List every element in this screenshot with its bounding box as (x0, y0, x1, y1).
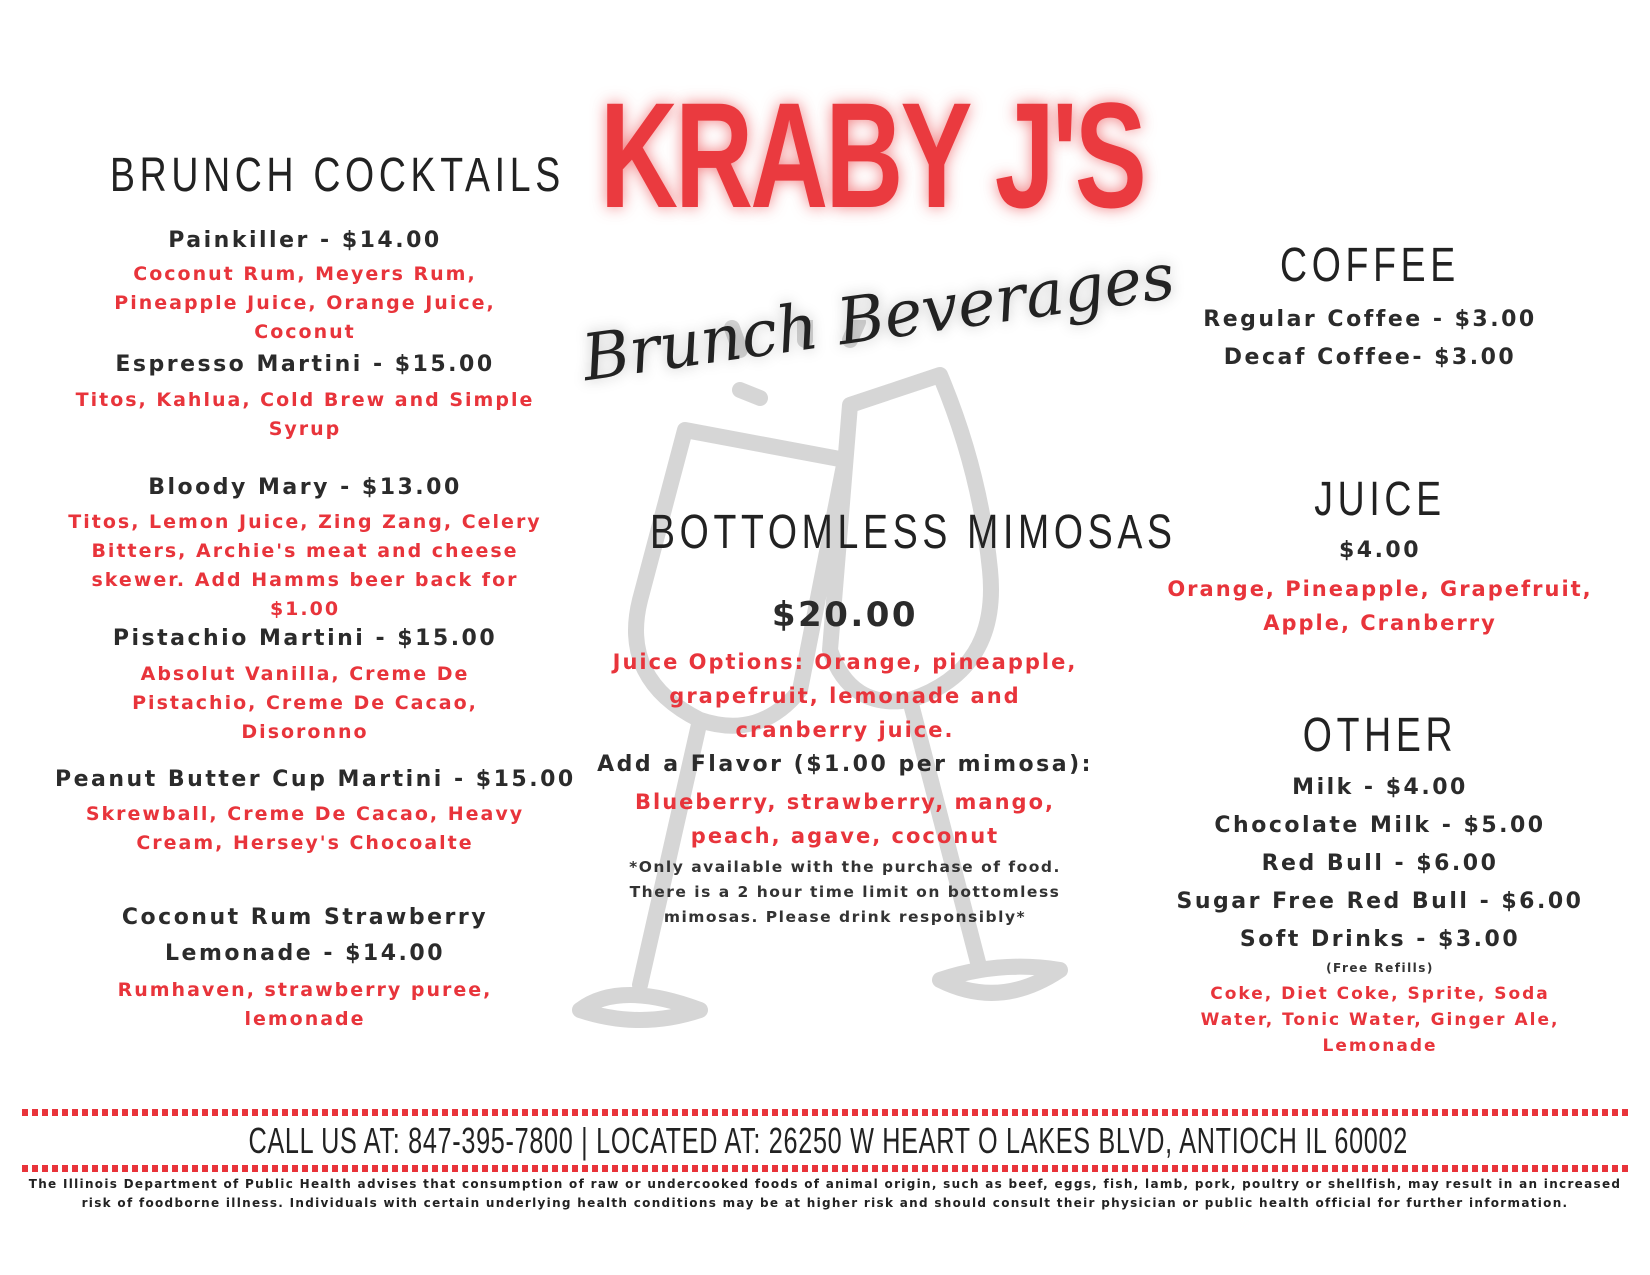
juice-options: Juice Options: Orange, pineapple, grapefruit, lemonade and cranberry juice. (612, 650, 1078, 742)
juice-heading: JUICE (1314, 473, 1446, 526)
contact-line-wrap (0, 1120, 1650, 1162)
footer-divider-bottom (22, 1165, 1628, 1172)
menu-item-name: Painkiller - $14.00 (168, 228, 442, 253)
menu-item-desc: Titos, Lemon Juice, Zing Zang, Celery Bitters, Archie's meat and cheese skewer. Add Hamms beer back for $1.00 (68, 511, 542, 620)
menu-item-desc: Titos, Kahlua, Cold Brew and Simple Syrup (75, 389, 535, 440)
other-item: Sugar Free Red Bull - $6.00 (1176, 889, 1584, 914)
flavor-label: Add a Flavor ($1.00 per mimosa): (597, 752, 1093, 777)
menu-item-name: Bloody Mary - $13.00 (148, 475, 462, 500)
juice-flavors: Orange, Pineapple, Grapefruit, Apple, Cranberry (1167, 577, 1593, 635)
health-disclaimer: The Illinois Department of Public Health advises that consumption of raw or undercooked foods of animal origin, such as beef, eggs, fish, lamb, pork, poultry or shellfish, may result in an increased risk of foodborne illness. Individuals with certain underlying health conditions may be at higher risk and should consult their physician or public health official for further information. (28, 1177, 1622, 1210)
other-item: Milk - $4.00 (1292, 775, 1468, 800)
menu-item-name: Coconut Rum Strawberry (121, 905, 489, 930)
coffee-heading: COFFEE (1280, 239, 1460, 292)
other-heading: OTHER (1302, 709, 1458, 762)
section-heading: BRUNCH COCKTAILS (110, 149, 565, 202)
menu-item-name: Lemonade - $14.00 (165, 941, 445, 966)
other-item: Red Bull - $6.00 (1261, 851, 1499, 876)
mimosa-note: *Only available with the purchase of food. There is a 2 hour time limit on bottomless mimosas. Please drink responsibly* (629, 858, 1061, 926)
menu-item-name: Espresso Martini - $15.00 (115, 352, 495, 377)
other-item: Soft Drinks - $3.00 (1239, 927, 1521, 952)
menu-title: KRABY J'S (600, 71, 1144, 239)
menu-item-desc: Absolut Vanilla, Creme De Pistachio, Creme De Cacao, Disoronno (132, 663, 478, 743)
contact-info: CALL US AT: 847-395-7800 | LOCATED AT: 26250 W HEART O LAKES BLVD, ANTIOCH IL 60002 (248, 1120, 1408, 1161)
footer-divider-top (22, 1109, 1628, 1116)
menu-item-desc: Skrewball, Creme De Cacao, Heavy Cream, Hersey's Chocoalte (85, 803, 525, 854)
flavor-options: Blueberry, strawberry, mango, peach, agave, coconut (635, 790, 1055, 848)
coffee-item: Regular Coffee - $3.00 (1203, 307, 1537, 332)
free-refills-note: (Free Refills) (1326, 961, 1434, 975)
juice-price: $4.00 (1338, 538, 1422, 563)
other-item: Chocolate Milk - $5.00 (1214, 813, 1546, 838)
menu-item-desc: Coconut Rum, Meyers Rum, Pineapple Juice, Orange Juice, Coconut (114, 263, 496, 343)
soft-drink-options: Coke, Diet Coke, Sprite, Soda Water, Tonic Water, Ginger Ale, Lemonade (1200, 984, 1560, 1056)
coffee-item: Decaf Coffee- $3.00 (1223, 345, 1517, 370)
section-heading: BOTTOMLESS MIMOSAS (650, 506, 1177, 559)
menu-subtitle: Brunch Beverages (577, 239, 1180, 397)
menu-item-name: Pistachio Martini - $15.00 (112, 626, 498, 651)
menu-item-name: Peanut Butter Cup Martini - $15.00 (55, 767, 576, 792)
menu-item-desc: Rumhaven, strawberry puree, lemonade (117, 979, 493, 1030)
mimosa-price: $20.00 (771, 595, 919, 635)
